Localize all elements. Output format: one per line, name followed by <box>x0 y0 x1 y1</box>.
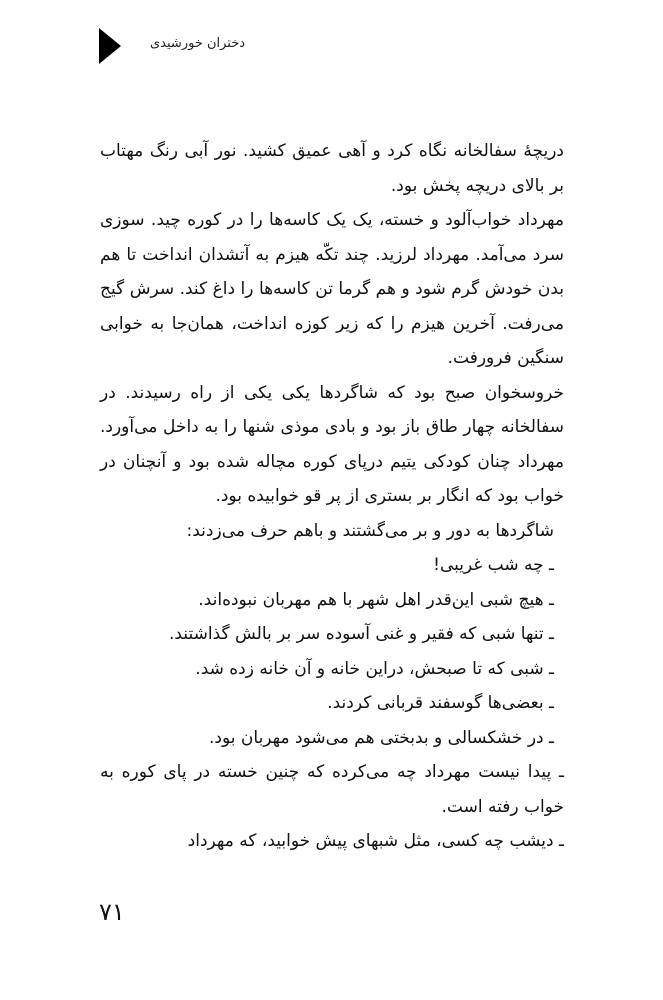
dialogue-line: ـ دیشب چه کسی، مثل شبهای پیش خوابید، که مهرداد <box>187 831 564 851</box>
chapter-marker-triangle-icon <box>99 28 121 64</box>
page-number: ۷۱ <box>99 898 125 926</box>
dialogue-line: ـ شبی که تا صبحش، دراین خانه و آن خانه زده شد. <box>195 658 554 679</box>
dialogue-line: ـ در خشکسالی و بدبختی هم می‌شود مهربان بود. <box>209 727 554 748</box>
dialogue-line: ـ تنها شبی که فقیر و غنی آسوده سر بر بالش گذاشتند. <box>169 624 554 644</box>
dialogue-line: ـ بعضی‌ها گوسفند قربانی کردند. <box>327 693 554 713</box>
paragraph: شاگردها به دور و بر می‌گشتند و باهم حرف می‌زدند: <box>186 520 554 541</box>
paragraph: مهرداد خواب‌آلود و خسته، یک یک کاسه‌ها را در کوره چید. سوزی سرد می‌آمد. مهرداد لرزید. چند تکّه هیزم به آتشدان انداخت تا هم بدن خودش گرم شود و هم گرما تن کاسه‌ها را داغ کند. سرش گیج می‌رفت. آخرین هیزم را که زیر کوزه انداخت، همان‌جا به خوابی سنگین فرورفت. <box>100 210 564 368</box>
paragraph: خروسخوان صبح بود که شاگردها یکی یکی از راه رسیدند. در سفالخانه چهار طاق باز بود و بادی موذی شنها را به داخل می‌آورد. مهرداد چنان کودکی یتیم درپای کوره مچاله شده بود و آنچنان در خواب بود که انگار بر بستری از پر قو خوابیده بود. <box>100 382 564 506</box>
dialogue-line: ـ چه شب غریبی! <box>433 555 554 575</box>
paragraph: دریچهٔ سفالخانه نگاه کرد و آهی عمیق کشید. نور آبی رنگ مهتاب بر بالای دریچه پخش بود. <box>100 141 564 196</box>
running-header-book-title: دختران خورشیدی <box>150 36 246 51</box>
page-body <box>100 134 564 859</box>
dialogue-line: ـ هیچ شبی این‌قدر اهل شهر با هم مهربان نبوده‌اند. <box>198 589 554 610</box>
dialogue-line: ـ پیدا نیست مهرداد چه می‌کرده که چنین خسته در پای کوره به خواب رفته است. <box>100 762 564 817</box>
